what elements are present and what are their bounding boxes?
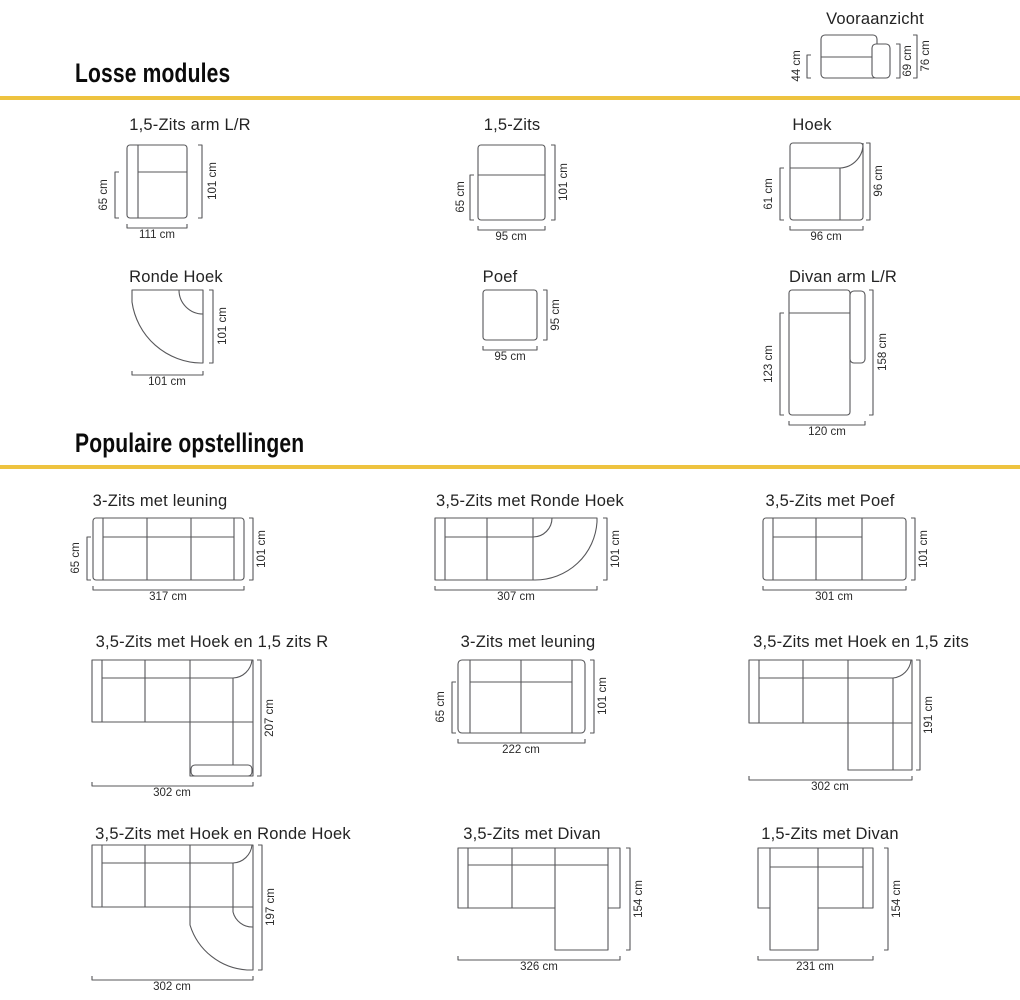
dim-label: 101 cm — [918, 530, 930, 568]
dim-label: 302 cm — [153, 981, 191, 993]
seat-dividers — [145, 660, 190, 722]
dimension-bracket — [590, 660, 594, 733]
dimension-bracket — [780, 168, 784, 220]
dimension-bracket — [249, 518, 253, 580]
backrest-curve — [233, 912, 253, 927]
dimension-bracket — [603, 518, 607, 580]
dimension-bracket — [543, 290, 547, 340]
dim-label: 101 cm — [610, 530, 622, 568]
dim-label: 231 cm — [796, 961, 834, 973]
sofa-outline — [132, 290, 203, 363]
seat-dividers — [803, 660, 848, 723]
dim-label: 65 cm — [435, 691, 447, 723]
dimension-bracket — [866, 143, 870, 220]
sofa-outline — [435, 518, 597, 580]
dimension-bracket — [115, 172, 119, 218]
module-title: 3,5-Zits met Hoek en Ronde Hoek — [95, 825, 351, 843]
module-title: 3,5-Zits met Hoek en 1,5 zits — [753, 633, 969, 651]
dimension-bracket — [869, 290, 873, 415]
dimension-bracket — [896, 44, 900, 78]
front-view-diagram — [791, 35, 932, 82]
backrest-curve — [533, 518, 552, 537]
module-title: Divan arm L/R — [788, 268, 898, 286]
front-view-title: Vooraanzicht — [826, 10, 924, 28]
dimension-bracket — [458, 739, 585, 743]
diagram-15-zits-arm-lr — [98, 145, 219, 241]
module-title: 3-Zits met leuning — [460, 633, 596, 651]
seat-dividers — [816, 518, 862, 580]
sofa-outline — [789, 290, 850, 415]
diagram-3-zits-met-leuning — [70, 518, 268, 603]
dimension-bracket — [209, 290, 213, 363]
dim-label: 95 cm — [494, 351, 526, 363]
dimension-bracket — [916, 660, 920, 770]
dimension-bracket — [257, 660, 261, 776]
corner-curve — [233, 660, 252, 678]
dim-label: 95 cm — [495, 231, 527, 243]
module-title: 3-Zits met leuning — [92, 492, 228, 510]
diagram-35-zits-met-poef — [763, 518, 930, 603]
dim-label: 101 cm — [207, 162, 219, 200]
dimension-bracket — [763, 586, 906, 590]
diagram-hoek — [763, 143, 885, 243]
dim-label: 302 cm — [153, 787, 191, 799]
sofa-outline — [93, 518, 244, 580]
dim-label: 317 cm — [149, 591, 187, 603]
dimension-bracket — [483, 346, 537, 350]
diagram-35-zits-met-ronde-hoek — [435, 518, 622, 603]
diagram-15-zits-met-divan — [758, 848, 903, 973]
diagram-3-zits-met-leuning-222 — [435, 660, 609, 756]
diagram-35-zits-met-hoek-en-15-zits-r — [92, 660, 276, 799]
dim-label: 65 cm — [98, 179, 110, 211]
dim-label: 65 cm — [70, 542, 82, 574]
dim-label: 301 cm — [815, 591, 853, 603]
sofa-outline — [483, 290, 537, 340]
dimension-bracket — [92, 976, 253, 980]
dimension-bracket — [92, 782, 253, 786]
dimension-bracket — [470, 175, 474, 220]
dim-label: 61 cm — [763, 178, 775, 210]
dim-label: 154 cm — [633, 880, 645, 918]
seat-dividers — [145, 845, 190, 907]
seat-dividers — [147, 518, 191, 580]
sofa-outline — [758, 848, 873, 950]
module-title: Poef — [482, 268, 518, 286]
sofa-outline — [478, 145, 545, 220]
sofa-outline — [458, 848, 620, 950]
dim-label: 326 cm — [520, 961, 558, 973]
module-title: 3,5-Zits met Divan — [463, 825, 601, 843]
dim-label: 69 cm — [902, 45, 914, 77]
dim-label: 101 cm — [558, 163, 570, 201]
dim-label: 191 cm — [923, 696, 935, 734]
diagram-ronde-hoek — [132, 290, 229, 388]
arm-lines — [770, 848, 863, 908]
backrest-curve — [179, 290, 203, 314]
corner-curve — [233, 845, 252, 863]
dimension-bracket — [758, 956, 873, 960]
sofa-outline — [790, 143, 863, 220]
dimension-bracket — [790, 226, 863, 230]
dimension-bracket — [435, 586, 597, 590]
dim-label: 154 cm — [891, 880, 903, 918]
dim-label: 101 cm — [148, 376, 186, 388]
dim-label: 222 cm — [502, 744, 540, 756]
corner-curve — [893, 660, 911, 678]
diagram-35-zits-met-hoek-en-ronde-hoek — [92, 845, 277, 993]
dim-label: 44 cm — [791, 50, 803, 82]
dimension-bracket — [132, 371, 203, 375]
diagram-poef — [483, 290, 562, 363]
armrest — [872, 44, 890, 78]
dimension-bracket — [807, 55, 811, 78]
diagram-35-zits-met-divan — [458, 848, 645, 973]
module-title: 1,5-Zits arm L/R — [129, 116, 251, 134]
dim-label: 96 cm — [873, 165, 885, 197]
dimension-bracket — [452, 682, 456, 733]
dimension-bracket — [884, 848, 888, 950]
dim-label: 65 cm — [455, 181, 467, 213]
dimension-bracket — [458, 956, 620, 960]
module-title: Ronde Hoek — [129, 268, 223, 286]
diagram-35-zits-met-hoek-en-15-zits — [749, 660, 935, 793]
module-title: 3,5-Zits met Poef — [765, 492, 895, 510]
diagram-15-zits — [455, 145, 570, 243]
dim-label: 307 cm — [497, 591, 535, 603]
module-title: 1,5-Zits met Divan — [761, 825, 899, 843]
armrest — [850, 291, 865, 363]
diagram-divan-arm-lr — [763, 290, 889, 438]
dim-label: 207 cm — [264, 699, 276, 737]
sofa-outline — [92, 660, 253, 776]
dimension-bracket — [198, 145, 202, 218]
dimension-bracket — [626, 848, 630, 950]
dim-label: 76 cm — [920, 40, 932, 72]
dimension-bracket — [127, 224, 187, 228]
dim-label: 302 cm — [811, 781, 849, 793]
dimension-bracket — [911, 518, 915, 580]
dim-label: 158 cm — [877, 333, 889, 371]
dim-label: 197 cm — [265, 888, 277, 926]
dim-label: 96 cm — [810, 231, 842, 243]
dimension-bracket — [93, 586, 244, 590]
dimension-bracket — [87, 537, 91, 580]
dimension-bracket — [780, 313, 784, 415]
arm-lines — [468, 848, 608, 908]
sofa-outline — [763, 518, 906, 580]
dimension-bracket — [478, 226, 545, 230]
section-heading-populaire-opstellingen: Populaire opstellingen — [75, 428, 305, 458]
armrest — [191, 765, 252, 776]
module-title: Hoek — [792, 116, 832, 134]
seat-dividers — [512, 848, 555, 908]
dim-label: 101 cm — [217, 307, 229, 345]
sofa-outline — [749, 660, 912, 770]
module-title: 3,5-Zits met Ronde Hoek — [435, 492, 625, 510]
dimension-bracket — [258, 845, 262, 970]
module-title: 1,5-Zits — [483, 116, 541, 134]
sofa-outline — [127, 145, 187, 218]
dim-label: 120 cm — [808, 426, 846, 438]
dim-label: 95 cm — [550, 299, 562, 331]
seat-dividers — [487, 518, 533, 580]
dim-label: 123 cm — [763, 345, 775, 383]
dim-label: 111 cm — [138, 229, 176, 241]
dim-label: 101 cm — [597, 677, 609, 715]
section-heading-losse-modules: Losse modules — [75, 58, 231, 88]
dimension-bracket — [749, 776, 912, 780]
dimension-bracket — [551, 145, 555, 220]
dim-label: 101 cm — [256, 530, 268, 568]
arm-lines — [103, 518, 234, 580]
corner-curve — [840, 143, 863, 168]
dimension-bracket — [789, 421, 865, 425]
module-title: 3,5-Zits met Hoek en 1,5 zits R — [95, 633, 329, 651]
